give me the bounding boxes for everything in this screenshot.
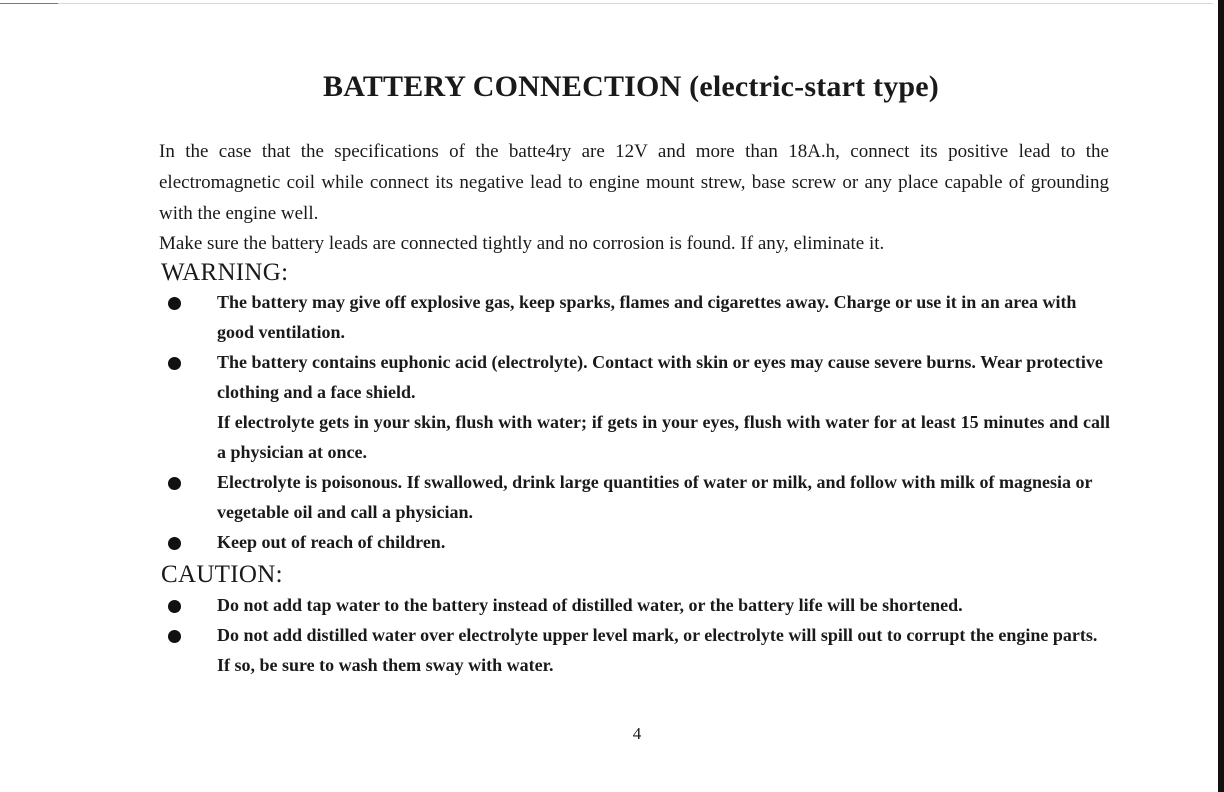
bullet-icon <box>168 357 181 370</box>
warning-item <box>0 287 1224 347</box>
caution-heading: CAUTION: <box>161 561 283 588</box>
warning-item <box>0 347 1224 467</box>
warning-list <box>0 287 1224 557</box>
intro-paragraph-2: Make sure the battery leads are connected tightly and no corrosion is found. If any, eliminate it. <box>159 233 885 254</box>
bullet-icon <box>168 477 181 490</box>
warning-heading: WARNING: <box>161 259 289 286</box>
warning-item <box>0 467 1224 527</box>
bullet-icon <box>168 630 181 643</box>
page-number: 4 <box>632 724 642 743</box>
caution-item-text: Do not add tap water to the battery instead of distilled water, or the battery life will be shortened. <box>217 595 963 615</box>
intro-paragraph: In the case that the specifications of the batte4ry are 12V and more than 18A.h, connect its positive lead to the electromagnetic coil while connect its negative lead to engine mount strew, base screw or any place capable of grounding with the engine well. <box>159 141 1109 224</box>
caution-list <box>0 590 1224 680</box>
caution-item <box>0 620 1224 680</box>
bullet-icon <box>168 600 181 613</box>
top-rule-mark <box>0 3 58 4</box>
caution-item <box>0 590 1224 620</box>
warning-item-text: The battery contains euphonic acid (electrolyte). Contact with skin or eyes may cause severe burns. Wear protective clothing and a face shield. <box>217 352 1103 402</box>
page-title: BATTERY CONNECTION (electric-start type) <box>323 70 939 103</box>
bullet-icon <box>168 537 181 550</box>
warning-item-text: Keep out of reach of children. <box>217 532 446 552</box>
bullet-icon <box>168 297 181 310</box>
warning-item-subtext: If electrolyte gets in your skin, flush with water; if gets in your eyes, flush with water for at least 15 minutes and call a physician at once. <box>217 412 1110 462</box>
warning-item-text: Electrolyte is poisonous. If swallowed, drink large quantities of water or milk, and follow with milk of magnesia or vegetable oil and call a physician. <box>217 472 1093 522</box>
warning-item-text: The battery may give off explosive gas, keep sparks, flames and cigarettes away. Charge or use it in an area with good ventilation. <box>217 292 1077 342</box>
caution-item-text: Do not add distilled water over electrolyte upper level mark, or electrolyte will spill out to corrupt the engine parts. If so, be sure to wash them sway with water. <box>217 625 1098 675</box>
top-rule <box>0 3 1213 4</box>
warning-item <box>0 527 1224 557</box>
